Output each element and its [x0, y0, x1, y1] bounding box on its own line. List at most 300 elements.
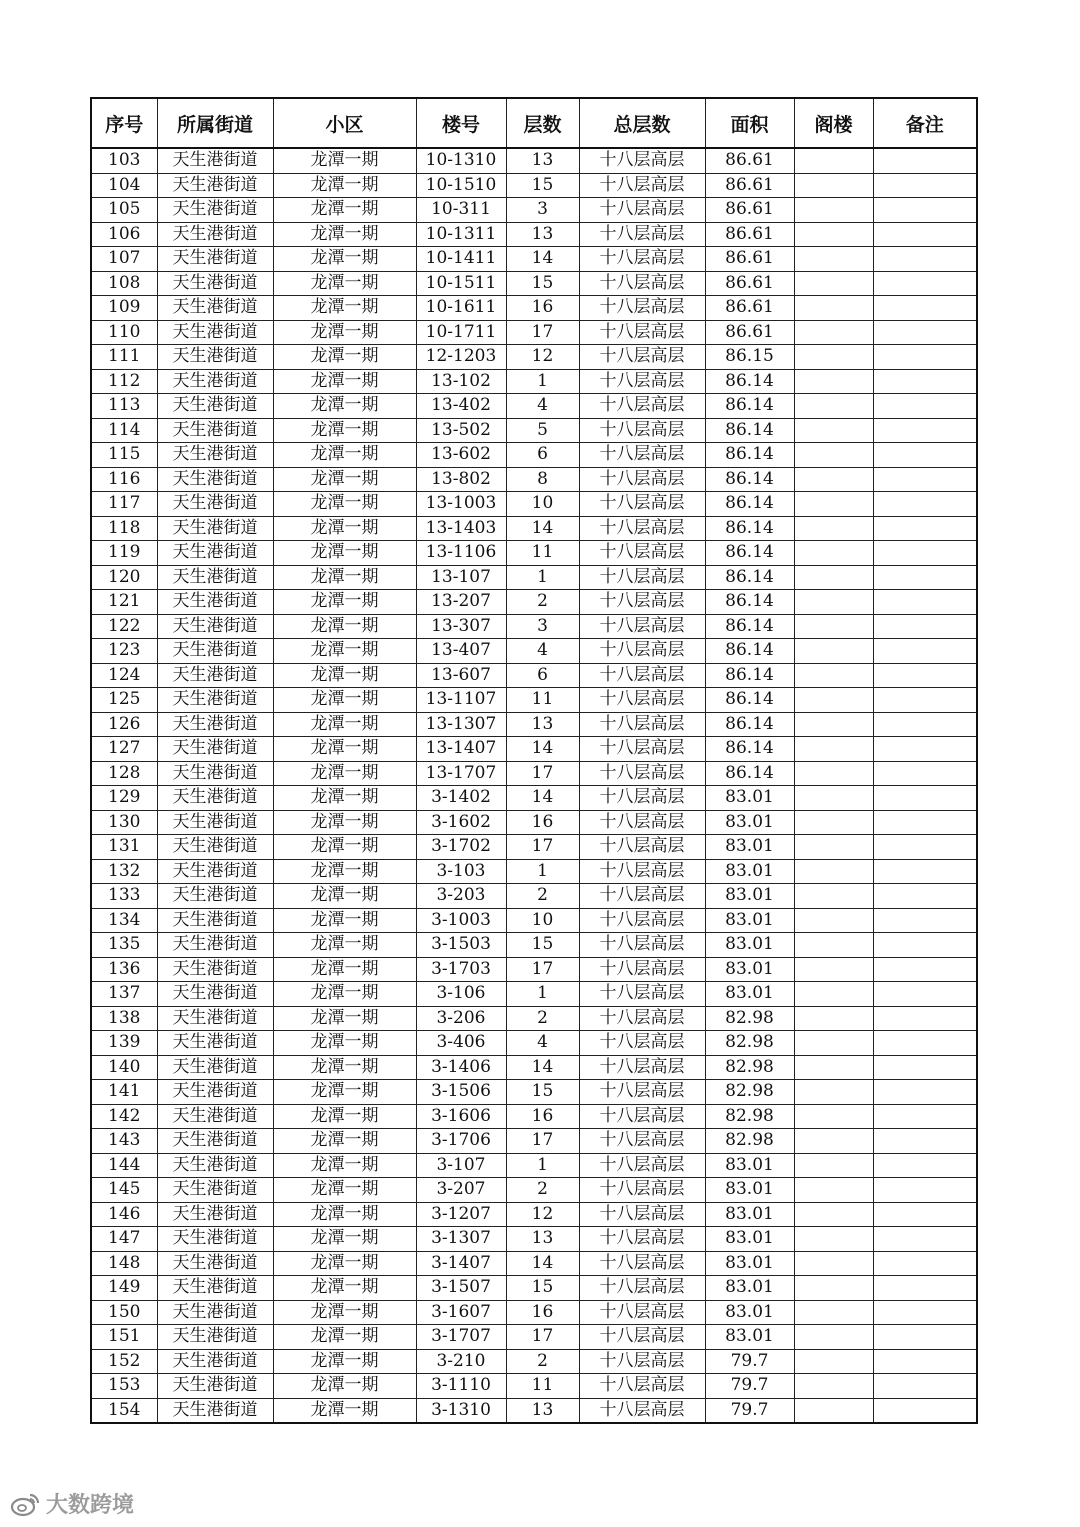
- cell-floor: 1: [506, 565, 579, 590]
- cell-street: 天生港街道: [157, 1178, 273, 1203]
- cell-total-floors: 十八层高层: [579, 982, 705, 1007]
- cell-floor: 17: [506, 1325, 579, 1350]
- cell-street: 天生港街道: [157, 957, 273, 982]
- cell-remarks: [873, 148, 977, 173]
- table-row: [91, 222, 977, 247]
- table-row: [91, 369, 977, 394]
- cell-area: 86.14: [705, 639, 794, 664]
- cell-area: 83.01: [705, 957, 794, 982]
- cell-community: 龙潭一期: [273, 1006, 416, 1031]
- cell-area: 83.01: [705, 1178, 794, 1203]
- cell-total-floors: 十八层高层: [579, 933, 705, 958]
- cell-community: 龙潭一期: [273, 1153, 416, 1178]
- watermark-text: 大数跨境: [46, 1493, 135, 1518]
- cell-serial-number: 130: [91, 810, 157, 835]
- cell-remarks: [873, 492, 977, 517]
- cell-serial-number: 107: [91, 247, 157, 272]
- cell-total-floors: 十八层高层: [579, 1178, 705, 1203]
- cell-area: 82.98: [705, 1031, 794, 1056]
- cell-serial-number: 153: [91, 1374, 157, 1399]
- cell-community: 龙潭一期: [273, 1276, 416, 1301]
- table-row: [91, 688, 977, 713]
- cell-floor: 17: [506, 835, 579, 860]
- cell-area: 83.01: [705, 1300, 794, 1325]
- table-row: [91, 418, 977, 443]
- cell-total-floors: 十八层高层: [579, 614, 705, 639]
- header-remarks: 备注: [873, 98, 977, 148]
- cell-serial-number: 144: [91, 1153, 157, 1178]
- cell-street: 天生港街道: [157, 688, 273, 713]
- cell-area: 86.14: [705, 369, 794, 394]
- cell-area: 86.14: [705, 443, 794, 468]
- cell-remarks: [873, 1398, 977, 1423]
- table-row: [91, 394, 977, 419]
- cell-total-floors: 十八层高层: [579, 908, 705, 933]
- cell-attic: [794, 1178, 873, 1203]
- table-row: [91, 982, 977, 1007]
- cell-total-floors: 十八层高层: [579, 467, 705, 492]
- cell-attic: [794, 222, 873, 247]
- cell-total-floors: 十八层高层: [579, 957, 705, 982]
- table-row: [91, 1300, 977, 1325]
- cell-area: 83.01: [705, 1227, 794, 1252]
- cell-area: 86.14: [705, 737, 794, 762]
- header-street: 所属街道: [157, 98, 273, 148]
- cell-remarks: [873, 1300, 977, 1325]
- cell-attic: [794, 957, 873, 982]
- table-row: [91, 1349, 977, 1374]
- cell-attic: [794, 1202, 873, 1227]
- cell-serial-number: 105: [91, 198, 157, 223]
- cell-floor: 14: [506, 1251, 579, 1276]
- cell-building-number: 3-1506: [416, 1080, 506, 1105]
- cell-building-number: 3-210: [416, 1349, 506, 1374]
- cell-total-floors: 十八层高层: [579, 1374, 705, 1399]
- cell-remarks: [873, 1153, 977, 1178]
- cell-serial-number: 103: [91, 148, 157, 173]
- cell-street: 天生港街道: [157, 1325, 273, 1350]
- cell-area: 86.15: [705, 345, 794, 370]
- cell-total-floors: 十八层高层: [579, 541, 705, 566]
- cell-street: 天生港街道: [157, 614, 273, 639]
- cell-remarks: [873, 761, 977, 786]
- cell-remarks: [873, 639, 977, 664]
- table-row: [91, 859, 977, 884]
- cell-street: 天生港街道: [157, 222, 273, 247]
- cell-building-number: 12-1203: [416, 345, 506, 370]
- cell-community: 龙潭一期: [273, 148, 416, 173]
- cell-street: 天生港街道: [157, 1300, 273, 1325]
- cell-remarks: [873, 394, 977, 419]
- table-row: [91, 835, 977, 860]
- cell-attic: [794, 516, 873, 541]
- cell-remarks: [873, 1227, 977, 1252]
- cell-floor: 14: [506, 786, 579, 811]
- table-row: [91, 492, 977, 517]
- cell-attic: [794, 443, 873, 468]
- cell-remarks: [873, 1374, 977, 1399]
- cell-total-floors: 十八层高层: [579, 810, 705, 835]
- cell-remarks: [873, 908, 977, 933]
- cell-building-number: 3-406: [416, 1031, 506, 1056]
- cell-total-floors: 十八层高层: [579, 590, 705, 615]
- cell-attic: [794, 198, 873, 223]
- cell-total-floors: 十八层高层: [579, 1129, 705, 1154]
- cell-remarks: [873, 541, 977, 566]
- cell-community: 龙潭一期: [273, 1349, 416, 1374]
- cell-total-floors: 十八层高层: [579, 859, 705, 884]
- cell-floor: 2: [506, 1006, 579, 1031]
- cell-street: 天生港街道: [157, 516, 273, 541]
- cell-community: 龙潭一期: [273, 688, 416, 713]
- cell-serial-number: 111: [91, 345, 157, 370]
- cell-remarks: [873, 712, 977, 737]
- cell-floor: 11: [506, 1374, 579, 1399]
- weibo-logo-icon: [10, 1491, 40, 1517]
- cell-remarks: [873, 271, 977, 296]
- cell-area: 86.14: [705, 541, 794, 566]
- cell-building-number: 13-802: [416, 467, 506, 492]
- cell-community: 龙潭一期: [273, 1129, 416, 1154]
- cell-remarks: [873, 467, 977, 492]
- cell-floor: 2: [506, 884, 579, 909]
- header-building-number: 楼号: [416, 98, 506, 148]
- cell-serial-number: 132: [91, 859, 157, 884]
- cell-building-number: 3-1703: [416, 957, 506, 982]
- cell-street: 天生港街道: [157, 1006, 273, 1031]
- cell-remarks: [873, 1251, 977, 1276]
- cell-remarks: [873, 173, 977, 198]
- table-row: [91, 1080, 977, 1105]
- cell-remarks: [873, 663, 977, 688]
- cell-floor: 4: [506, 639, 579, 664]
- cell-attic: [794, 173, 873, 198]
- cell-serial-number: 128: [91, 761, 157, 786]
- cell-floor: 15: [506, 173, 579, 198]
- cell-serial-number: 134: [91, 908, 157, 933]
- cell-community: 龙潭一期: [273, 565, 416, 590]
- cell-remarks: [873, 1006, 977, 1031]
- cell-serial-number: 135: [91, 933, 157, 958]
- cell-floor: 11: [506, 541, 579, 566]
- cell-community: 龙潭一期: [273, 712, 416, 737]
- cell-serial-number: 143: [91, 1129, 157, 1154]
- cell-street: 天生港街道: [157, 541, 273, 566]
- cell-total-floors: 十八层高层: [579, 1227, 705, 1252]
- cell-community: 龙潭一期: [273, 1080, 416, 1105]
- cell-attic: [794, 786, 873, 811]
- cell-remarks: [873, 1178, 977, 1203]
- header-total-floors: 总层数: [579, 98, 705, 148]
- cell-floor: 4: [506, 1031, 579, 1056]
- table-body: [91, 148, 977, 1423]
- cell-attic: [794, 1374, 873, 1399]
- cell-total-floors: 十八层高层: [579, 1006, 705, 1031]
- cell-serial-number: 131: [91, 835, 157, 860]
- cell-street: 天生港街道: [157, 810, 273, 835]
- cell-remarks: [873, 516, 977, 541]
- cell-community: 龙潭一期: [273, 271, 416, 296]
- cell-floor: 12: [506, 1202, 579, 1227]
- cell-total-floors: 十八层高层: [579, 1251, 705, 1276]
- cell-community: 龙潭一期: [273, 541, 416, 566]
- cell-remarks: [873, 737, 977, 762]
- table-row: [91, 345, 977, 370]
- cell-floor: 1: [506, 982, 579, 1007]
- cell-street: 天生港街道: [157, 369, 273, 394]
- table-row: [91, 1129, 977, 1154]
- cell-street: 天生港街道: [157, 467, 273, 492]
- cell-total-floors: 十八层高层: [579, 1398, 705, 1423]
- cell-total-floors: 十八层高层: [579, 247, 705, 272]
- cell-community: 龙潭一期: [273, 663, 416, 688]
- cell-attic: [794, 1129, 873, 1154]
- cell-total-floors: 十八层高层: [579, 1325, 705, 1350]
- cell-building-number: 3-1406: [416, 1055, 506, 1080]
- cell-building-number: 13-1307: [416, 712, 506, 737]
- table-row: [91, 957, 977, 982]
- cell-building-number: 13-1003: [416, 492, 506, 517]
- cell-community: 龙潭一期: [273, 198, 416, 223]
- cell-total-floors: 十八层高层: [579, 492, 705, 517]
- cell-area: 83.01: [705, 1202, 794, 1227]
- cell-community: 龙潭一期: [273, 1300, 416, 1325]
- cell-street: 天生港街道: [157, 982, 273, 1007]
- cell-attic: [794, 394, 873, 419]
- cell-attic: [794, 1227, 873, 1252]
- cell-building-number: 3-206: [416, 1006, 506, 1031]
- cell-remarks: [873, 1055, 977, 1080]
- cell-floor: 16: [506, 1300, 579, 1325]
- cell-street: 天生港街道: [157, 418, 273, 443]
- cell-community: 龙潭一期: [273, 737, 416, 762]
- table-row: [91, 1178, 977, 1203]
- cell-floor: 14: [506, 247, 579, 272]
- cell-remarks: [873, 957, 977, 982]
- cell-remarks: [873, 222, 977, 247]
- cell-serial-number: 147: [91, 1227, 157, 1252]
- cell-total-floors: 十八层高层: [579, 148, 705, 173]
- cell-attic: [794, 933, 873, 958]
- cell-remarks: [873, 1276, 977, 1301]
- table-row: [91, 296, 977, 321]
- cell-attic: [794, 1325, 873, 1350]
- watermark: [10, 1488, 134, 1519]
- cell-remarks: [873, 198, 977, 223]
- cell-floor: 15: [506, 933, 579, 958]
- cell-attic: [794, 1055, 873, 1080]
- cell-total-floors: 十八层高层: [579, 786, 705, 811]
- cell-attic: [794, 492, 873, 517]
- cell-community: 龙潭一期: [273, 933, 416, 958]
- cell-area: 86.14: [705, 394, 794, 419]
- table-row: [91, 712, 977, 737]
- cell-total-floors: 十八层高层: [579, 639, 705, 664]
- cell-community: 龙潭一期: [273, 320, 416, 345]
- cell-building-number: 13-1106: [416, 541, 506, 566]
- cell-building-number: 3-1602: [416, 810, 506, 835]
- cell-total-floors: 十八层高层: [579, 394, 705, 419]
- cell-community: 龙潭一期: [273, 247, 416, 272]
- cell-remarks: [873, 982, 977, 1007]
- table-row: [91, 1055, 977, 1080]
- cell-serial-number: 109: [91, 296, 157, 321]
- table-row: [91, 271, 977, 296]
- cell-remarks: [873, 933, 977, 958]
- cell-attic: [794, 1104, 873, 1129]
- cell-community: 龙潭一期: [273, 1325, 416, 1350]
- cell-serial-number: 123: [91, 639, 157, 664]
- cell-street: 天生港街道: [157, 320, 273, 345]
- cell-street: 天生港街道: [157, 908, 273, 933]
- cell-attic: [794, 271, 873, 296]
- cell-remarks: [873, 884, 977, 909]
- table-row: [91, 1251, 977, 1276]
- cell-street: 天生港街道: [157, 1251, 273, 1276]
- cell-remarks: [873, 247, 977, 272]
- cell-total-floors: 十八层高层: [579, 1055, 705, 1080]
- cell-street: 天生港街道: [157, 1374, 273, 1399]
- cell-street: 天生港街道: [157, 1202, 273, 1227]
- cell-total-floors: 十八层高层: [579, 565, 705, 590]
- header-community: 小区: [273, 98, 416, 148]
- table-row: [91, 173, 977, 198]
- cell-total-floors: 十八层高层: [579, 271, 705, 296]
- table-row: [91, 1227, 977, 1252]
- cell-area: 86.61: [705, 148, 794, 173]
- cell-area: 83.01: [705, 859, 794, 884]
- cell-floor: 15: [506, 1080, 579, 1105]
- cell-serial-number: 154: [91, 1398, 157, 1423]
- cell-street: 天生港街道: [157, 443, 273, 468]
- cell-building-number: 13-207: [416, 590, 506, 615]
- cell-building-number: 13-1407: [416, 737, 506, 762]
- cell-floor: 10: [506, 908, 579, 933]
- cell-building-number: 13-502: [416, 418, 506, 443]
- cell-community: 龙潭一期: [273, 835, 416, 860]
- housing-table: [90, 97, 978, 1424]
- header-area: 面积: [705, 98, 794, 148]
- cell-community: 龙潭一期: [273, 516, 416, 541]
- cell-community: 龙潭一期: [273, 639, 416, 664]
- cell-area: 86.61: [705, 173, 794, 198]
- cell-building-number: 13-407: [416, 639, 506, 664]
- cell-attic: [794, 296, 873, 321]
- cell-total-floors: 十八层高层: [579, 712, 705, 737]
- cell-serial-number: 146: [91, 1202, 157, 1227]
- cell-floor: 2: [506, 1178, 579, 1203]
- cell-community: 龙潭一期: [273, 345, 416, 370]
- cell-street: 天生港街道: [157, 1349, 273, 1374]
- cell-floor: 13: [506, 148, 579, 173]
- cell-total-floors: 十八层高层: [579, 443, 705, 468]
- cell-floor: 5: [506, 418, 579, 443]
- cell-building-number: 13-1707: [416, 761, 506, 786]
- cell-attic: [794, 663, 873, 688]
- cell-building-number: 3-1110: [416, 1374, 506, 1399]
- cell-community: 龙潭一期: [273, 1374, 416, 1399]
- cell-street: 天生港街道: [157, 271, 273, 296]
- cell-attic: [794, 712, 873, 737]
- table-row: [91, 541, 977, 566]
- cell-building-number: 3-1607: [416, 1300, 506, 1325]
- cell-total-floors: 十八层高层: [579, 369, 705, 394]
- cell-attic: [794, 810, 873, 835]
- cell-floor: 17: [506, 761, 579, 786]
- cell-area: 82.98: [705, 1006, 794, 1031]
- cell-attic: [794, 1251, 873, 1276]
- cell-area: 82.98: [705, 1080, 794, 1105]
- cell-area: 86.61: [705, 296, 794, 321]
- cell-attic: [794, 467, 873, 492]
- cell-street: 天生港街道: [157, 1227, 273, 1252]
- cell-building-number: 13-107: [416, 565, 506, 590]
- header-attic: 阁楼: [794, 98, 873, 148]
- cell-floor: 11: [506, 688, 579, 713]
- cell-total-floors: 十八层高层: [579, 222, 705, 247]
- cell-building-number: 3-103: [416, 859, 506, 884]
- cell-street: 天生港街道: [157, 884, 273, 909]
- cell-serial-number: 120: [91, 565, 157, 590]
- cell-building-number: 3-1507: [416, 1276, 506, 1301]
- cell-floor: 13: [506, 712, 579, 737]
- cell-attic: [794, 590, 873, 615]
- cell-area: 86.14: [705, 688, 794, 713]
- cell-floor: 4: [506, 394, 579, 419]
- table-row: [91, 1398, 977, 1423]
- cell-total-floors: 十八层高层: [579, 663, 705, 688]
- cell-serial-number: 136: [91, 957, 157, 982]
- cell-area: 86.61: [705, 198, 794, 223]
- cell-serial-number: 129: [91, 786, 157, 811]
- cell-remarks: [873, 688, 977, 713]
- cell-area: 86.14: [705, 492, 794, 517]
- cell-total-floors: 十八层高层: [579, 1300, 705, 1325]
- cell-building-number: 3-1503: [416, 933, 506, 958]
- cell-total-floors: 十八层高层: [579, 1104, 705, 1129]
- cell-attic: [794, 320, 873, 345]
- cell-area: 86.14: [705, 614, 794, 639]
- table-row: [91, 590, 977, 615]
- cell-floor: 17: [506, 957, 579, 982]
- cell-remarks: [873, 590, 977, 615]
- cell-area: 86.14: [705, 761, 794, 786]
- cell-total-floors: 十八层高层: [579, 1153, 705, 1178]
- cell-serial-number: 137: [91, 982, 157, 1007]
- cell-area: 82.98: [705, 1055, 794, 1080]
- cell-area: 83.01: [705, 1276, 794, 1301]
- cell-community: 龙潭一期: [273, 443, 416, 468]
- cell-floor: 14: [506, 1055, 579, 1080]
- cell-remarks: [873, 1349, 977, 1374]
- cell-building-number: 13-307: [416, 614, 506, 639]
- cell-street: 天生港街道: [157, 247, 273, 272]
- cell-community: 龙潭一期: [273, 296, 416, 321]
- cell-total-floors: 十八层高层: [579, 418, 705, 443]
- cell-serial-number: 112: [91, 369, 157, 394]
- cell-community: 龙潭一期: [273, 394, 416, 419]
- header-row: [91, 98, 977, 148]
- cell-community: 龙潭一期: [273, 418, 416, 443]
- cell-total-floors: 十八层高层: [579, 1080, 705, 1105]
- cell-total-floors: 十八层高层: [579, 835, 705, 860]
- cell-community: 龙潭一期: [273, 1055, 416, 1080]
- cell-attic: [794, 1080, 873, 1105]
- cell-area: 83.01: [705, 1153, 794, 1178]
- cell-attic: [794, 565, 873, 590]
- cell-floor: 16: [506, 810, 579, 835]
- cell-serial-number: 104: [91, 173, 157, 198]
